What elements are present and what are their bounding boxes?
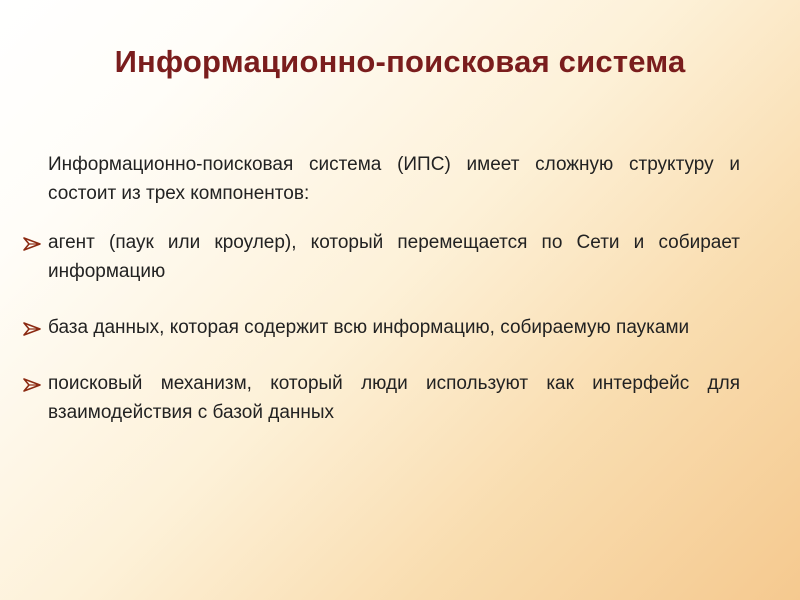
bullet-text: база данных, которая содержит всю информацию, собираемую пауками — [48, 317, 690, 338]
bullet-text: агент (паук или кроулер), который перемещается по Сети и собирает информацию — [48, 232, 740, 282]
bullet-text: поисковый механизм, который люди используют как интерфейс для взаимодействия с базой данных — [48, 373, 740, 423]
bullet-item — [22, 369, 740, 427]
arrow-bullet-icon — [23, 314, 43, 334]
arrow-bullet-icon — [23, 229, 43, 249]
slide-body — [22, 150, 740, 454]
bullet-item — [22, 313, 740, 342]
bullet-item — [22, 228, 740, 286]
arrow-bullet-icon — [23, 370, 43, 390]
slide-title: Информационно-поисковая система — [114, 44, 686, 79]
intro-paragraph: Информационно-поисковая система (ИПС) имеет сложную структуру и состоит из трех компонентов: — [48, 154, 740, 204]
